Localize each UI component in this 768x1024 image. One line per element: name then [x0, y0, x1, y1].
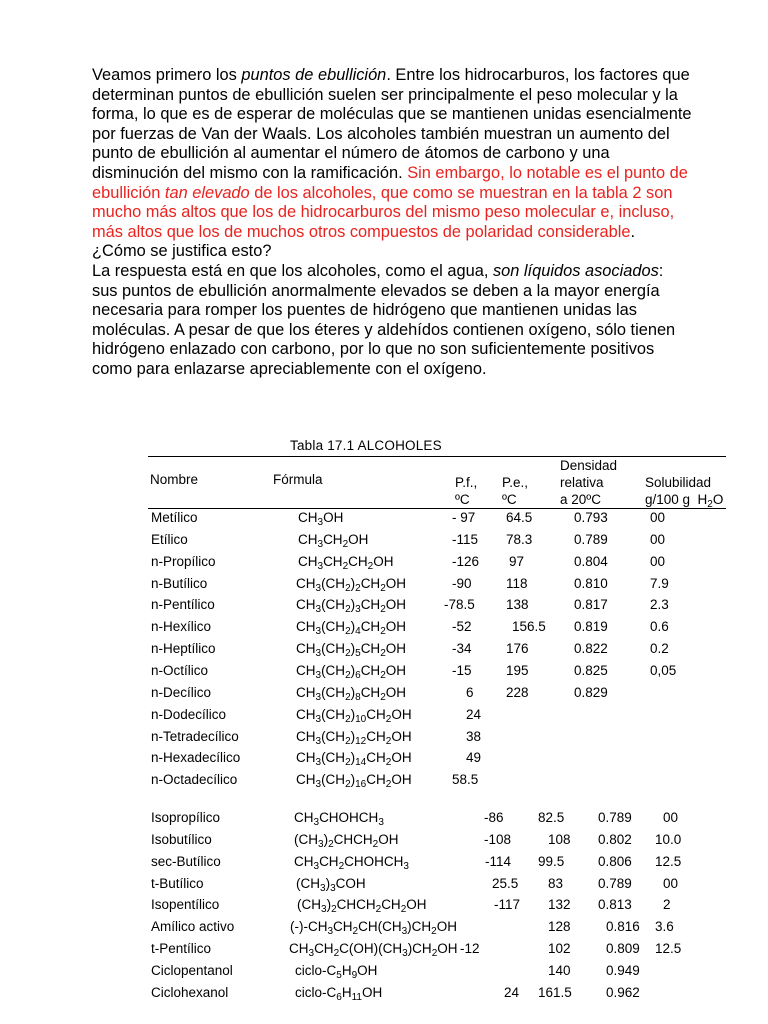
row-density: 0.789: [598, 875, 632, 891]
header-pf: [455, 474, 477, 508]
row-formula: $CH_3(CH_2)_8CH_2OH$: [296, 684, 406, 703]
header-solubilidad: [645, 474, 723, 508]
para-text-3: . ¿Cómo se justifica esto?: [92, 222, 636, 261]
row-solubility: 00: [650, 531, 666, 547]
row-name: n-Propílico: [151, 553, 216, 569]
row-formula: $CH_3(CH_2)_{12}CH_2OH$: [296, 728, 412, 747]
row-density: 0.949: [606, 962, 640, 978]
row-solubility: 0.6: [650, 619, 669, 635]
row-name: n-Butílico: [151, 575, 208, 591]
row-pf: -86: [484, 810, 504, 825]
header-dens-line1: Densidad: [560, 458, 618, 473]
row-solubility: 7.9: [650, 575, 669, 591]
para-text-2: . Entre los hidrocarburos, los factores que determinan puntos de ebullición suelen ser principalmente el peso molecular y la forma, lo que es de esperar de moléculas que se mantienen unidas esencialmente por fuerzas de Van der Waals. Los alcoholes también muestran un aumento del punto de ebullición al aumentar el número de átomos de carbono y una disminución del mismo con la ramificación.: [92, 66, 692, 182]
row-density: 0.806: [598, 853, 632, 869]
header-pe-line1: P.e.,: [502, 475, 529, 490]
row-pe: 128: [548, 919, 571, 935]
row-pf: -117: [494, 897, 521, 913]
para-red-1: Sin embargo, lo notable es el punto de ebullición: [92, 163, 688, 202]
header-nombre: Nombre: [150, 472, 199, 487]
row-solubility: 0,05: [650, 662, 677, 678]
row-pe: 97: [509, 553, 525, 569]
row-density: 0.802: [598, 831, 632, 847]
para-red-2: de los alcoholes, que como se muestran en la tabla 2 son mucho más altos que los de hidrocarburos del mismo peso molecular e, incluso, más altos que los de muchos otros compuestos de polaridad considerable: [92, 183, 675, 241]
para-text-5: : sus puntos de ebullición anormalmente elevados se deben a la mayor energía necesaria para romper los puentes de hidrógeno que mantienen unidas las moléculas. A pesar de que los éteres y aldehídos contienen oxígeno, sólo tienen hidrógeno enlazado con carbono, por lo que no son suficientemente positivos como para enlazarse apreciablemente con el oxígeno.: [92, 261, 676, 378]
row-density: 0.809: [606, 941, 640, 957]
row-pf: -114: [485, 853, 512, 869]
row-solubility: 12.5: [655, 941, 682, 957]
para-text-1: Veamos primero los: [92, 66, 242, 84]
row-formula: $CH_3(CH_2)_{14}CH_2OH$: [296, 750, 412, 769]
table-header-rule: [148, 508, 726, 509]
header-pe: [502, 474, 528, 508]
row-formula: ciclo-$C_6H_{11}OH$: [295, 984, 383, 1003]
row-pe: 140: [548, 962, 571, 978]
row-density: 0.816: [606, 919, 640, 935]
intro-paragraph: [92, 66, 692, 380]
row-formula: $(-)-CH_3CH_2CH(CH_3)CH_2OH$: [290, 919, 457, 938]
row-pf: 25.5: [492, 875, 519, 891]
row-solubility: 00: [663, 810, 679, 825]
row-density: 0.817: [574, 597, 608, 613]
row-pf: 58.5: [452, 772, 479, 788]
row-pf: -115: [452, 531, 479, 547]
row-pe: 118: [506, 575, 528, 591]
row-formula: $CH_3CHOHCH_3$: [294, 810, 384, 828]
row-pf: 6: [466, 684, 474, 700]
row-formula: $CH_3CH_2OH$: [298, 531, 369, 550]
row-name: n-Octílico: [151, 662, 209, 678]
row-pe: 108: [548, 831, 571, 847]
row-name: n-Heptílico: [151, 641, 216, 657]
header-pf-line1: P.f.,: [455, 475, 478, 490]
table-title: Tabla 17.1 ALCOHOLES: [290, 438, 442, 453]
row-name: n-Decílico: [151, 684, 212, 700]
para-italic-asociados: son líquidos asociados: [492, 261, 659, 280]
row-formula: $CH_3CH_2CH_2OH$: [298, 553, 394, 572]
header-densidad: [560, 457, 617, 508]
table-top-rule: [148, 456, 726, 457]
row-pf: -78.5: [444, 597, 475, 613]
row-solubility: 2: [663, 897, 671, 913]
row-formula: $CH_3(CH_2)_{10}CH_2OH$: [296, 706, 412, 725]
row-pe: 64.5: [506, 510, 533, 525]
row-formula: $CH_3(CH_2)_3CH_2OH$: [296, 597, 406, 616]
row-pf: -90: [452, 575, 472, 591]
row-density: 0.789: [574, 531, 608, 547]
row-pe: 102: [548, 941, 571, 957]
row-solubility: 00: [650, 553, 666, 569]
row-pf: -34: [452, 641, 472, 657]
row-pf: 49: [466, 750, 482, 766]
row-formula: $CH_3(CH_2)_6CH_2OH$: [296, 662, 406, 681]
para-italic-puntos: puntos de ebullición: [241, 66, 387, 84]
row-formula: $(CH_3)_2CHCH_2OH$: [294, 831, 399, 850]
row-formula: $CH_3OH$: [298, 510, 344, 528]
row-name: Isobutílico: [151, 831, 212, 847]
header-sol-line1: Solubilidad: [645, 475, 712, 490]
row-name: t-Pentílico: [151, 941, 212, 957]
row-pf: 38: [466, 728, 482, 744]
row-pf: -108: [484, 831, 512, 847]
row-formula: $CH_3(CH_2)_{16}CH_2OH$: [296, 772, 412, 791]
row-solubility: 12.5: [655, 853, 682, 869]
para-red-italic: tan elevado: [164, 183, 250, 202]
row-name: Amílico activo: [151, 919, 235, 935]
row-formula: $CH_3(CH_2)_2CH_2OH$: [296, 575, 406, 594]
row-pf: - 97: [452, 510, 476, 525]
row-density: 0.962: [606, 984, 640, 1000]
row-density: 0.813: [598, 897, 632, 913]
header-pe-line2: ºC: [502, 492, 517, 507]
row-solubility: 3.6: [655, 919, 674, 935]
row-pf: -52: [452, 619, 472, 635]
row-density: 0.825: [574, 662, 608, 678]
header-pf-line2: ºC: [455, 492, 470, 507]
row-solubility: 00: [650, 510, 666, 525]
row-solubility: 00: [663, 875, 679, 891]
row-name: Ciclohexanol: [151, 984, 229, 1000]
row-name: Ciclopentanol: [151, 962, 233, 978]
row-solubility: 10.0: [655, 831, 682, 847]
row-pe: 83: [548, 875, 564, 891]
row-formula: $(CH_3)_3COH$: [296, 875, 366, 894]
row-name: Metílico: [151, 510, 198, 525]
row-name: Etílico: [151, 531, 188, 547]
header-formula: Fórmula: [273, 472, 323, 487]
row-name: sec-Butílico: [151, 853, 221, 869]
para-text-4: La respuesta está en que los alcoholes, como el agua,: [92, 261, 493, 280]
row-formula: $CH_3CH_2C(OH)(CH_3)CH_2OH$: [289, 941, 458, 960]
row-pe: 156.5: [512, 619, 546, 635]
row-pe: 99.5: [538, 853, 565, 869]
row-name: t-Butílico: [151, 875, 204, 891]
row-pf: 24: [504, 984, 520, 1000]
row-pe: 228: [506, 684, 529, 700]
row-density: 0.822: [574, 641, 608, 657]
header-sol-line2: g/100 g $H_2O$: [645, 492, 724, 510]
row-density: 0.789: [598, 810, 632, 825]
header-dens-line2: relativa: [560, 475, 604, 490]
row-pf: -12: [460, 941, 480, 957]
row-formula: $CH_3(CH_2)_4CH_2OH$: [296, 619, 406, 638]
row-density: 0.819: [574, 619, 608, 635]
header-dens-line3: a 20ºC: [560, 492, 601, 507]
row-name: n-Hexadecílico: [151, 750, 241, 766]
row-formula: $CH_3(CH_2)_5CH_2OH$: [296, 641, 406, 660]
row-name: n-Pentílico: [151, 597, 215, 613]
row-pf: 24: [466, 706, 482, 722]
row-name: n-Hexílico: [151, 619, 212, 635]
row-density: 0.829: [574, 684, 608, 700]
row-name: Isopropílico: [151, 810, 221, 825]
row-solubility: 0.2: [650, 641, 669, 657]
row-name: n-Tetradecílico: [151, 728, 239, 744]
row-pe: 138: [506, 597, 529, 613]
row-solubility: 2.3: [650, 597, 669, 613]
row-pe: 195: [506, 662, 529, 678]
row-pe: 132: [548, 897, 571, 913]
row-formula: ciclo-$C_5H_9OH$: [295, 962, 378, 981]
row-formula: $CH_3CH_2CHOHCH_3$: [294, 853, 409, 872]
row-formula: $(CH_3)_2CHCH_2CH_2OH$: [297, 897, 427, 916]
row-pe: 78.3: [506, 531, 533, 547]
row-name: Isopentílico: [151, 897, 220, 913]
row-pf: -126: [452, 553, 480, 569]
row-name: n-Dodecílico: [151, 706, 227, 722]
row-pe: 82.5: [538, 810, 565, 825]
row-pf: -15: [452, 662, 472, 678]
row-density: 0.810: [574, 575, 608, 591]
row-pe: 161.5: [538, 984, 572, 1000]
row-density: 0.793: [574, 510, 608, 525]
row-name: n-Octadecílico: [151, 772, 238, 788]
row-density: 0.804: [574, 553, 608, 569]
row-pe: 176: [506, 641, 529, 657]
